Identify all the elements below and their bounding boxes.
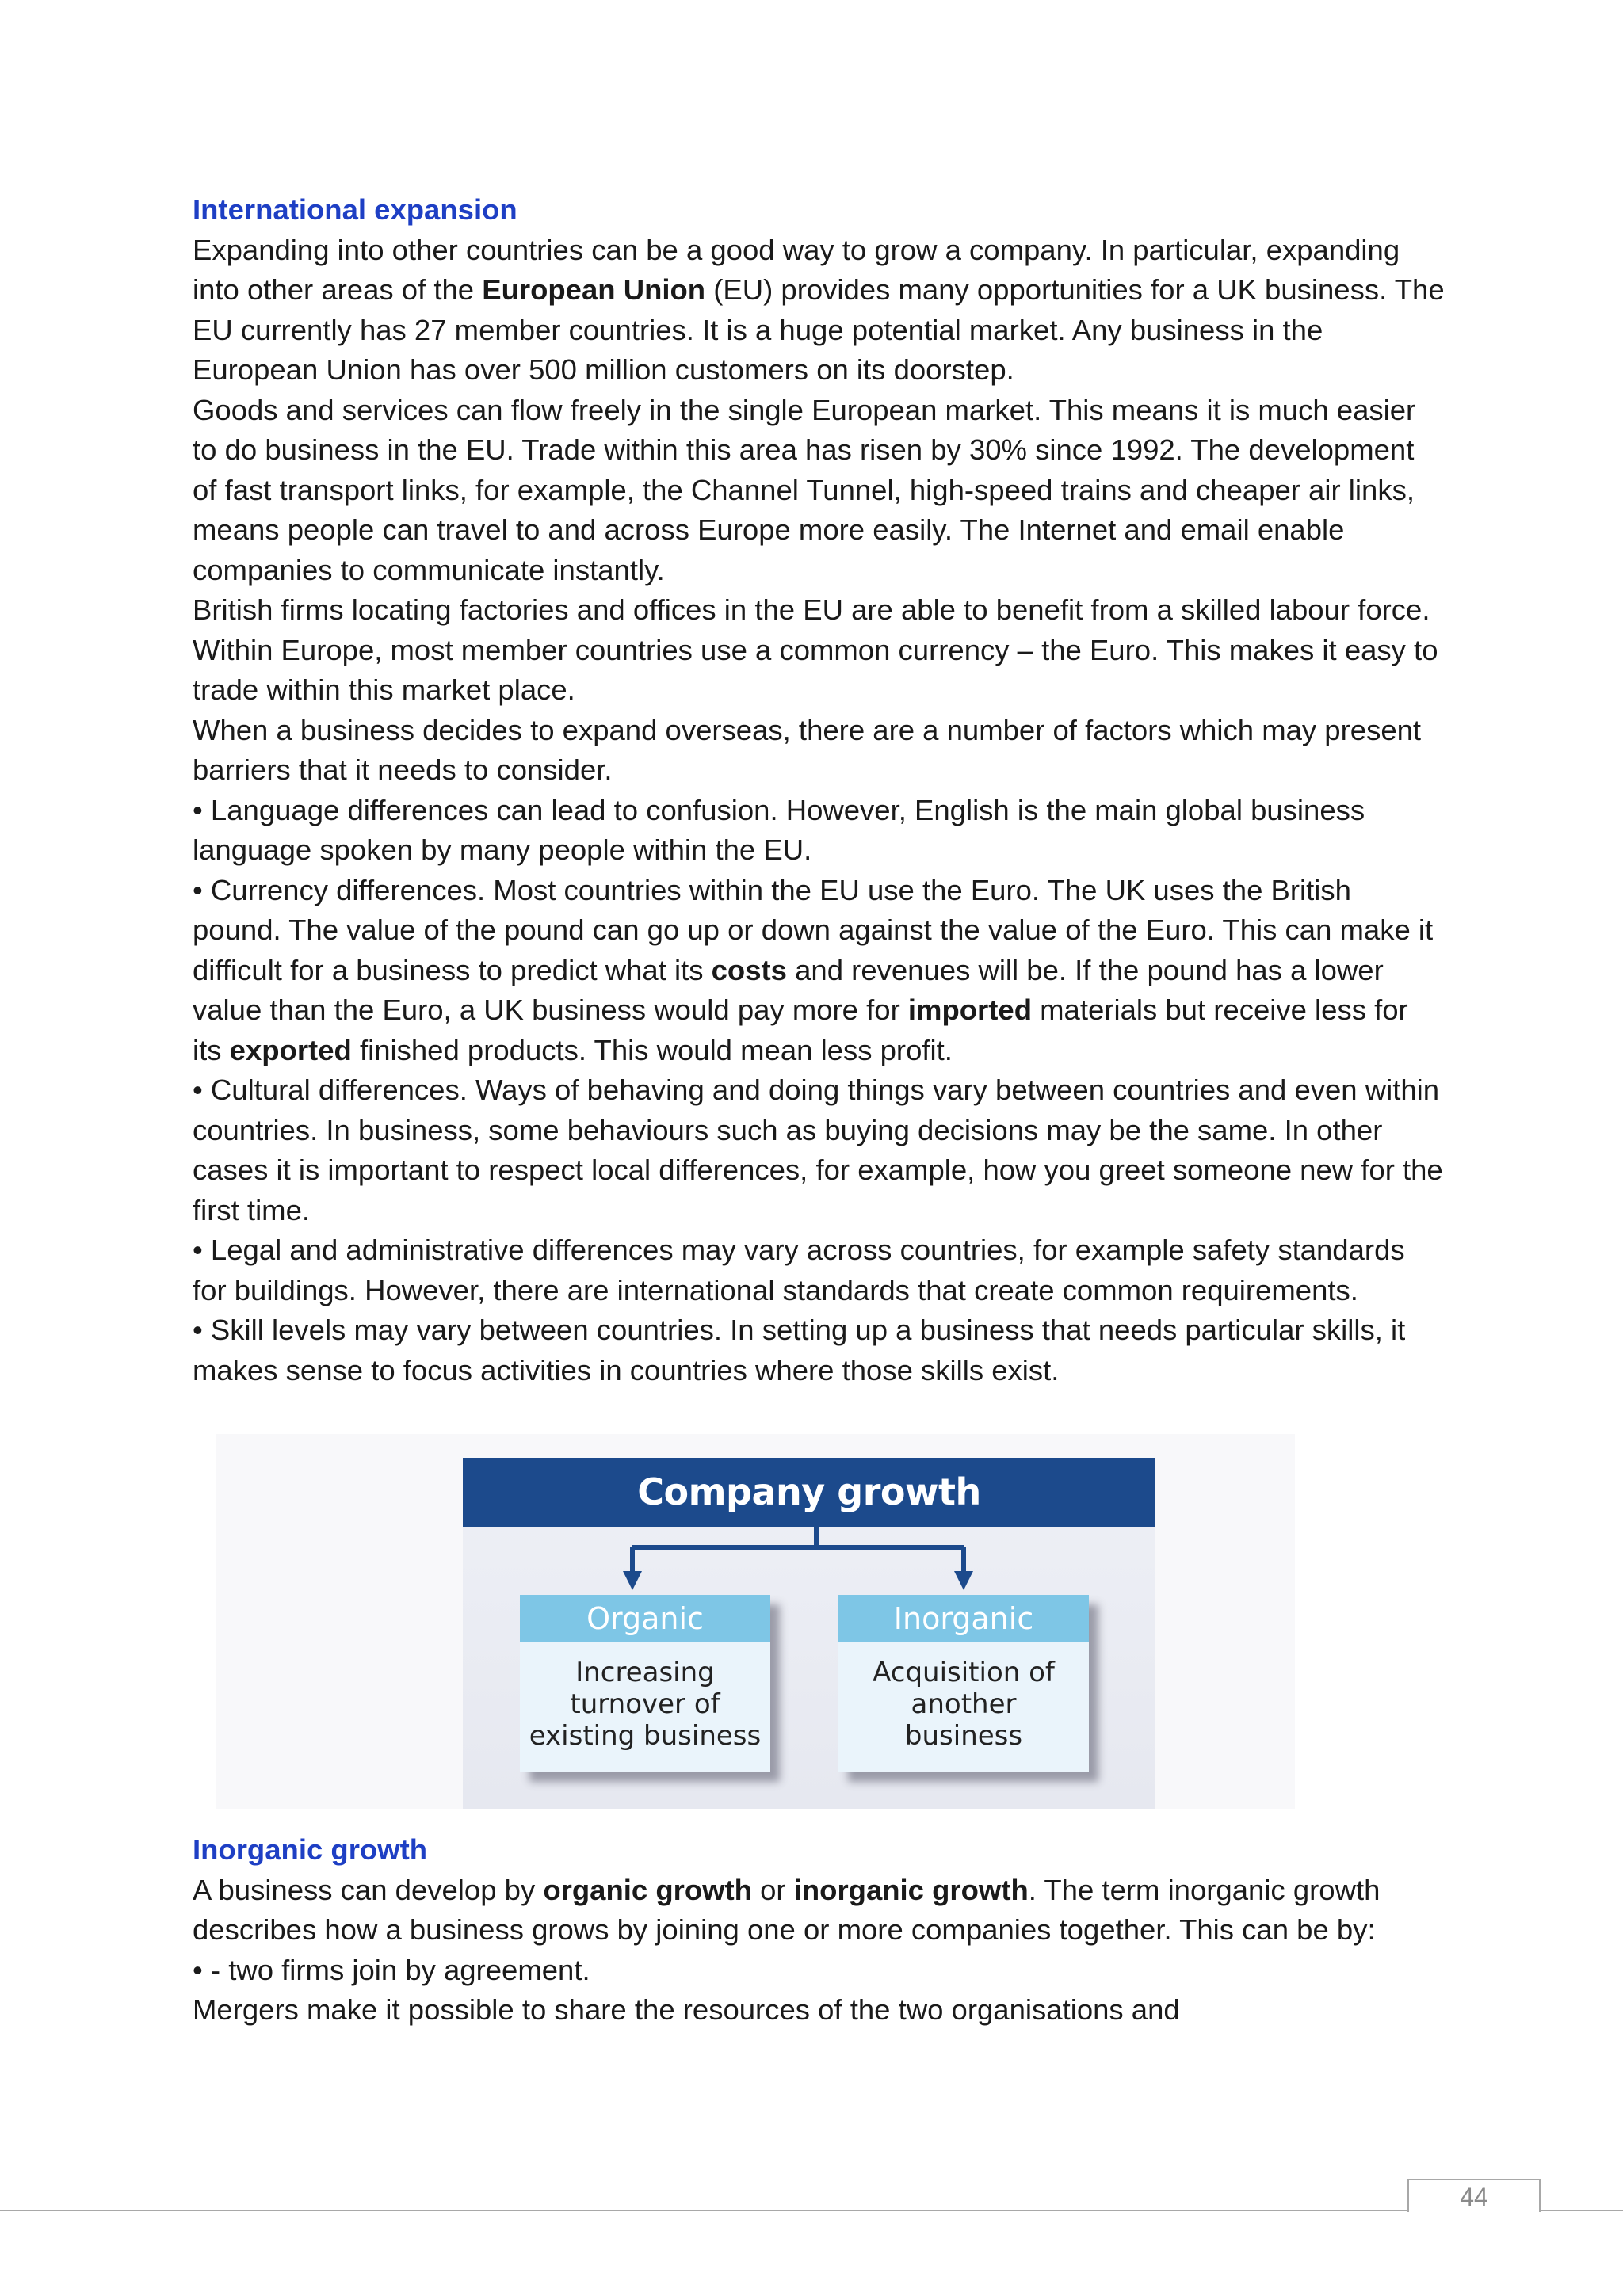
organic-box-heading: Organic bbox=[520, 1595, 770, 1642]
text-run: . The term inorganic growth describes how a business grows by joining one or more companies together. This can be by: bbox=[193, 1873, 1381, 1946]
organic-box bbox=[520, 1595, 770, 1772]
company-growth-figure bbox=[216, 1434, 1295, 1809]
paragraph-mergers: Mergers make it possible to share the resources of the two organisations and bbox=[193, 1993, 1180, 2026]
text-run: A business can develop by bbox=[193, 1873, 544, 1906]
bold-term-costs: costs bbox=[711, 953, 787, 986]
organic-box-description: Increasing turnover of existing business bbox=[529, 1657, 762, 1752]
bullet-cultural: • Cultural differences. Ways of behaving and doing things vary between countries and even within countries. In business, some behaviours such as buying decisions may be the same. In other cases it is important to respect local differences, for example, how you greet someone new for the first time. bbox=[193, 1074, 1443, 1226]
text-run: materials but receive less for its bbox=[193, 994, 1408, 1066]
inorganic-box-heading: Inorganic bbox=[838, 1595, 1089, 1642]
section-inorganic-growth bbox=[193, 1830, 1445, 2031]
heading-international-expansion: International expansion bbox=[193, 193, 517, 226]
inorganic-box bbox=[838, 1595, 1089, 1772]
inorganic-box-description: Acquisition of another business bbox=[873, 1657, 1055, 1752]
footer-divider bbox=[0, 2210, 1623, 2211]
arrow-down-icon bbox=[954, 1571, 973, 1590]
text-run: and revenues will be. If the pound has a lower value than the Euro, a UK business would pay more for bbox=[193, 953, 1384, 1026]
bold-term-organic-growth: organic growth bbox=[543, 1873, 752, 1906]
section-international-expansion bbox=[193, 190, 1445, 1390]
arrow-down-icon bbox=[623, 1571, 642, 1590]
diagram-connector-arrows bbox=[463, 1527, 1155, 1595]
text-run: (EU) provides many opportunities for a UK business. The EU currently has 27 member countries. It is a huge potential market. Any business in the European Union has over 500 million customers on its doorstep. bbox=[193, 273, 1445, 386]
bullet-skill-levels: • Skill levels may vary between countries. In setting up a business that needs particular skills, it makes sense to focus activities in countries where those skills exist. bbox=[193, 1314, 1406, 1386]
bold-term-european-union: European Union bbox=[482, 273, 706, 306]
text-run: or bbox=[751, 1873, 794, 1906]
paragraph-inorganic-definition bbox=[193, 1871, 1445, 1951]
bold-term-inorganic-growth: inorganic growth bbox=[793, 1873, 1029, 1906]
paragraph-eu-intro bbox=[193, 231, 1445, 391]
company-growth-diagram bbox=[463, 1458, 1155, 1809]
page-number: 44 bbox=[1407, 2179, 1541, 2212]
bullet-language: • Language differences can lead to confusion. However, English is the main global business language spoken by many people within the EU. bbox=[193, 793, 1365, 866]
paragraph-single-market: Goods and services can flow freely in the single European market. This means it is much easier to do business in the EU. Trade within this area has risen by 30% since 1992. The development of fast transport links, for example, the Channel Tunnel, high-speed trains and cheaper air links, means people can travel to and across Europe more easily. The Internet and email enable companies to communicate instantly. bbox=[193, 393, 1416, 586]
bold-term-imported: imported bbox=[907, 994, 1033, 1026]
text-run: Expanding into other countries can be a good way to grow a company. In particular, expanding into other areas of the bbox=[193, 233, 1400, 306]
bold-term-exported: exported bbox=[229, 1033, 352, 1066]
heading-inorganic-growth: Inorganic growth bbox=[193, 1833, 428, 1866]
connector-lines bbox=[632, 1527, 964, 1574]
diagram-title: Company growth bbox=[463, 1458, 1155, 1527]
text-run: finished products. This would mean less profit. bbox=[351, 1033, 953, 1066]
paragraph-barriers-intro: When a business decides to expand overseas, there are a number of factors which may present barriers that it needs to consider. bbox=[193, 713, 1422, 786]
paragraph-skilled-labour: British firms locating factories and offices in the EU are able to benefit from a skilled labour force. Within Europe, most member countries use a common currency – the Euro. This makes it easy to trade within this market place. bbox=[193, 593, 1438, 706]
bullet-merger: • - two firms join by agreement. bbox=[193, 1953, 590, 1986]
bullet-currency bbox=[193, 871, 1445, 1071]
bullet-legal: • Legal and administrative differences may vary across countries, for example safety standards for buildings. However, there are international standards that create common requirements. bbox=[193, 1234, 1405, 1306]
text-run: • Currency differences. Most countries within the EU use the Euro. The UK uses the British pound. The value of the pound can go up or down against the value of the Euro. This can make it difficult for a business to predict what its bbox=[193, 873, 1434, 986]
